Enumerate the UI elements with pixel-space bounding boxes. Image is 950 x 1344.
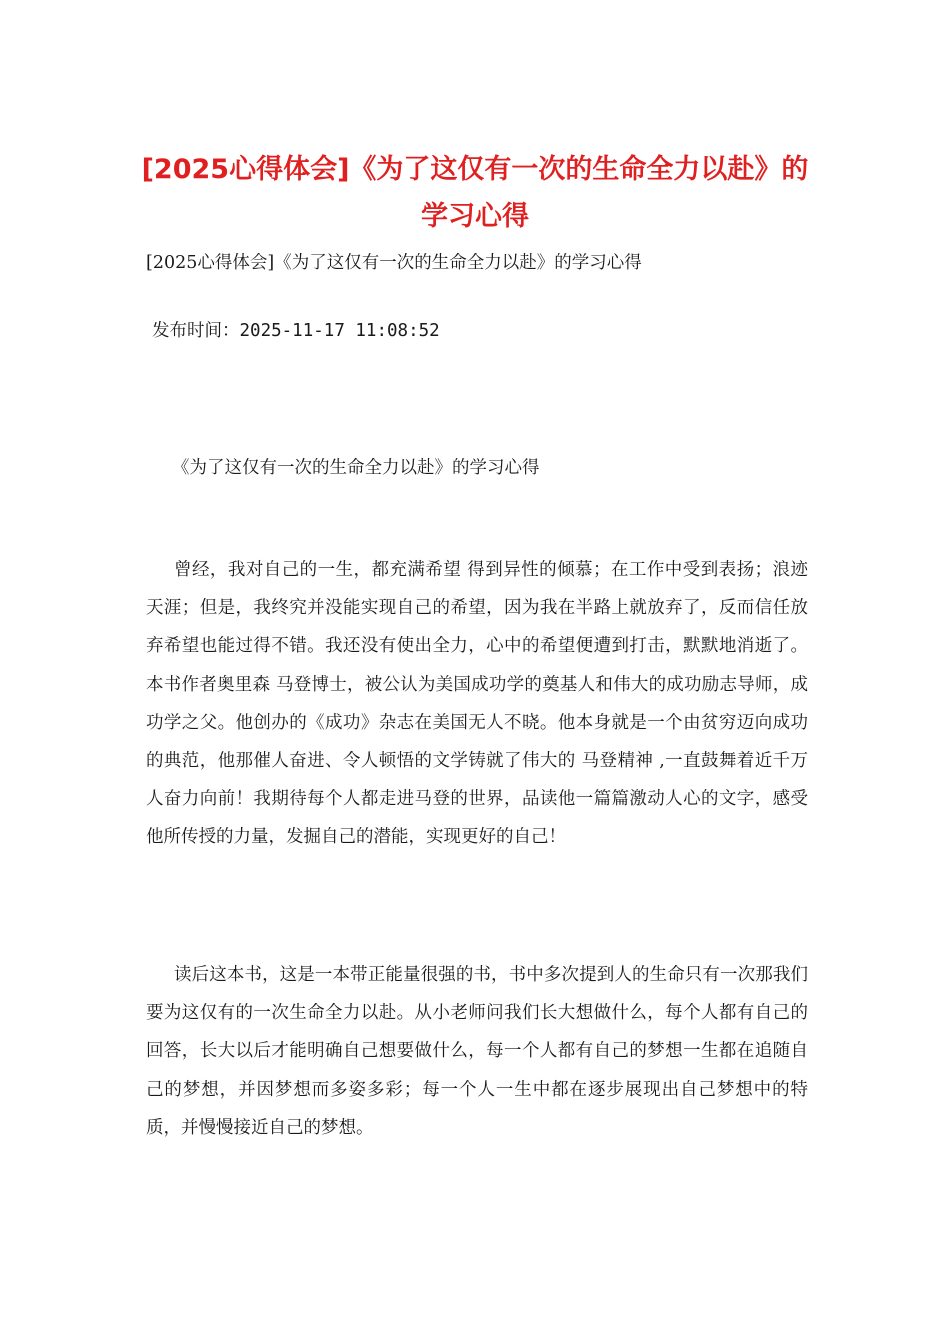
document-title: [2025心得体会]《为了这仅有一次的生命全力以赴》的学习心得 [141,154,809,232]
publish-info [152,320,440,342]
publish-label: 发布时间： [152,321,240,341]
body-paragraph-2: 读后这本书，这是一本带正能量很强的书，书中多次提到人的生命只有一次那我们要为这仅有的一次生命全力以赴。从小老师问我们长大想做什么，每个人都有自己的回答，长大以后才能明确自己想要做什么，每一个人都有自己的梦想一生都在追随自己的梦想，并因梦想而多姿多彩；每一个人一生中都在逐步展现出自己梦想中的特质，并慢慢接近自己的梦想。 [146,965,808,1138]
document-subtitle: [2025心得体会]《为了这仅有一次的生命全力以赴》的学习心得 [146,253,642,273]
section-title: 《为了这仅有一次的生命全力以赴》的学习心得 [172,458,540,478]
publish-time: 2025-11-17 11:08:52 [239,321,440,341]
body-paragraph-1: 曾经，我对自己的一生，都充满希望 得到异性的倾慕；在工作中受到表扬；浪迹天涯；但是，我终究并没能实现自己的希望，因为我在半路上就放弃了，反而信任放弃希望也能过得不错。我还没有使出全力，心中的希望便遭到打击，默默地消逝了。本书作者奥里森 马登博士，被公认为美国成功学的奠基人和伟大的成功励志导师，成功学之父。他创办的《成功》杂志在美国无人不晓。他本身就是一个由贫穷迈向成功的典范，他那催人奋进、令人顿悟的文学铸就了伟大的 马登精神 ,一直鼓舞着近千万人奋力向前！我期待每个人都走进马登的世界，品读他一篇篇激动人心的文字，感受他所传授的力量，发掘自己的潜能，实现更好的自己！ [146,560,808,848]
